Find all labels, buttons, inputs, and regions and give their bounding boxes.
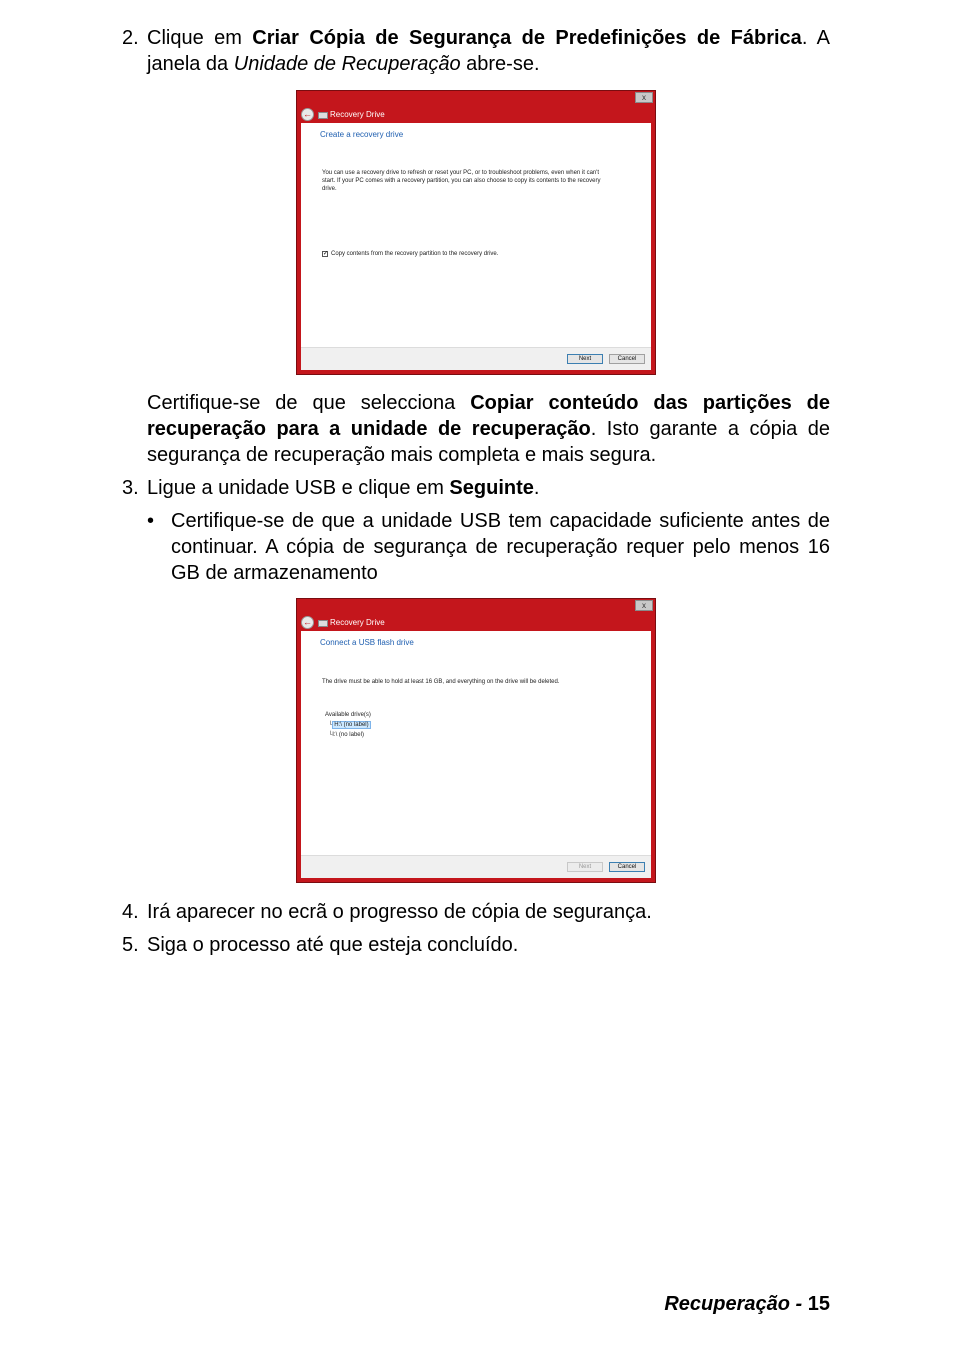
page-number: 15 — [807, 1293, 830, 1315]
step-2 — [122, 25, 830, 77]
close-button[interactable]: x — [635, 92, 653, 103]
bold-term: Copiar conteúdo das partições de recuperação para a unidade de recuperação — [147, 392, 830, 440]
window-title: Recovery Drive — [330, 110, 385, 119]
page-footer — [664, 1291, 830, 1317]
copy-partition-checkbox[interactable]: ✓ — [323, 251, 329, 257]
bullet-item — [147, 508, 830, 586]
cancel-button[interactable]: Cancel — [609, 354, 645, 364]
next-button[interactable]: Next — [567, 354, 603, 364]
window-client-area — [301, 631, 651, 878]
italic-term: Unidade de Recuperação — [233, 53, 461, 75]
step-number: 5. — [122, 934, 139, 956]
window-footer — [301, 855, 651, 878]
available-drives-label: Available drive(s) — [325, 712, 371, 718]
next-button[interactable]: Next — [567, 862, 603, 872]
note-paragraph: Certifique-se de que selecciona Copiar conteúdo das partições de recuperação para a unidade de recuperação. Isto garante a cópia de segurança de recuperação mais completa e mais segura. — [147, 392, 831, 466]
step-5 — [122, 932, 830, 958]
back-arrow-icon[interactable]: ← — [303, 617, 312, 627]
recovery-drive-window-1 — [296, 90, 656, 375]
step-4 — [122, 899, 830, 925]
bullet-text: Certifique-se de que a unidade USB tem capacidade suficiente antes de continuar. A cópia de segurança de recuperação requer pelo menos 16 GB de armazenamento — [171, 510, 830, 584]
step-number: 3. — [122, 477, 139, 499]
drive-icon — [318, 112, 328, 119]
drive-list-item[interactable]: └ H:\ (no label) — [328, 722, 369, 728]
window-heading: Connect a USB flash drive — [320, 638, 414, 647]
drive-list-item[interactable]: └I:\ (no label) — [328, 732, 364, 738]
window-heading: Create a recovery drive — [320, 130, 404, 139]
drive-icon — [318, 620, 328, 627]
step-number: 2. — [122, 27, 139, 49]
back-arrow-icon[interactable]: ← — [303, 109, 312, 119]
bold-term: Criar Cópia de Segurança de Predefinições de Fábrica — [252, 27, 802, 49]
recovery-drive-window-2 — [296, 598, 656, 883]
step-text: Siga o processo até que esteja concluído. — [147, 934, 519, 956]
step-text: Clique em Criar Cópia de Segurança de Predefinições de Fábrica. A janela da Unidade de Recuperação abre-se. — [147, 27, 830, 75]
step-3 — [122, 475, 830, 501]
window-title: Recovery Drive — [330, 618, 385, 627]
step-number: 4. — [122, 901, 139, 923]
window-footer — [301, 347, 651, 370]
bullet-dot: • — [147, 510, 155, 532]
close-button[interactable]: x — [635, 600, 653, 611]
window-client-area — [301, 123, 651, 370]
bold-term: Seguinte — [449, 477, 534, 499]
window-body-text: You can use a recovery drive to refresh or reset your PC, or to troubleshoot problems, even when it can't start. If your PC comes with a recovery partition, you can also choose to copy its contents to the recovery drive. — [322, 170, 601, 192]
step-text: Ligue a unidade USB e clique em Seguinte. — [147, 477, 540, 499]
cancel-button[interactable]: Cancel — [609, 862, 645, 872]
section-name: Recuperação - — [664, 1293, 808, 1315]
step-text: Irá aparecer no ecrã o progresso de cópia de segurança. — [147, 901, 652, 923]
window-body-text: The drive must be able to hold at least 16 GB, and everything on the drive will be deleted. — [322, 679, 560, 685]
checkbox-label: Copy contents from the recovery partition to the recovery drive. — [331, 251, 499, 257]
